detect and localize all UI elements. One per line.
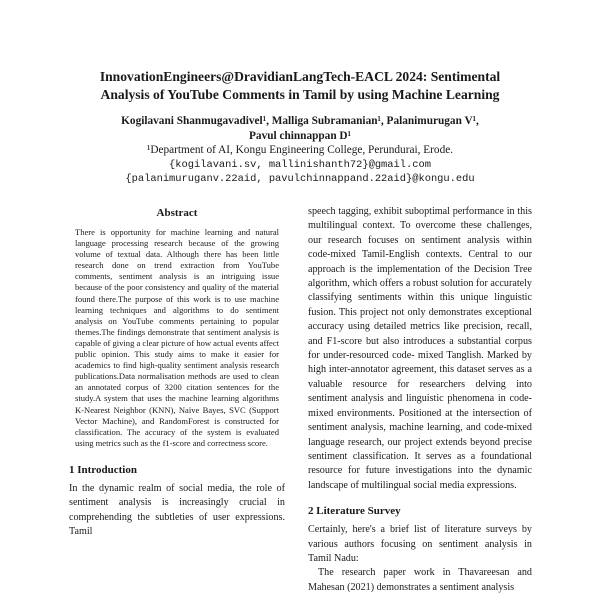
right-column <box>308 205 532 595</box>
abstract-heading: Abstract <box>156 207 198 219</box>
introduction-heading: 1 Introduction <box>69 463 137 476</box>
literature-survey-heading: 2 Literature Survey <box>308 505 401 518</box>
introduction-text: In the dynamic realm of social media, the role of sentiment analysis is increasingly crucial in comprehending the subtleties of user expressions. Tamil <box>69 482 285 538</box>
paper-title <box>40 68 560 104</box>
email-line-1: {kogilavani.sv, mallinishanth72}@gmail.com <box>169 158 431 171</box>
authors-line-2: Pavul chinnappan D¹ <box>249 129 351 142</box>
affiliation: ¹Department of AI, Kongu Engineering College, Perundurai, Erode. <box>146 144 454 156</box>
intro-continuation-text: speech tagging, exhibit suboptimal performance in this multilingual context. To overcome these challenges, our research focuses on sentiment analysis within code-mixed Tamil-English contexts. Central to our approach is the implementation of the Decision Tree algorithm, which offers a robust solution for accurately classifying sentiments within this unique linguistic fusion. This project not only demonstrates exceptional accuracy using detailed metrics like precision, recall, and F1-score but also introduces a substantial corpus for under-resourced code- mixed Tanglish. Marked by high inter-annotator agreement, this dataset serves as a valuable resource for researchers delving into sentiment analysis and linguistic phenomena in code-mixed environments. Positioned at the intersection of sentiment analysis, machine learning, and code-mixed language research, our project extends beyond precise sentiment classification. It serves as a foundational resource for future investigations into the dynamic landscape of multilingual social media expressions. <box>308 206 532 491</box>
literature-survey-text-1: Certainly, here's a brief list of literature surveys by various authors focusing on sentiment analysis in Tamil Nadu: <box>308 524 532 564</box>
author-block <box>40 114 560 187</box>
literature-survey-text-2: The research paper work in Thavareesan and Mahesan (2021) demonstrates a sentiment analysis <box>308 567 532 593</box>
left-column <box>69 207 285 540</box>
abstract-text: There is opportunity for machine learning and natural language processing research because of the growing volume of textual data. Although there has been little research done on trend extraction from YouTube comments, sentiment analysis is an intriguing issue because of the poor consistency and quality of the material found there.The purpose of this work is to use machine learning techniques and algorithms to do sentiment analysis on YouTube comments pertaining to popular themes.The findings demonstrate that sentiment analysis is capable of giving a clear picture of how actual events affect public opinion. This study aims to make it easier for academics to find high-quality sentiment analysis research publications.Data normalisation methods are used to clean an annotated corpus of 3200 citation sentences for the study.A system that uses the machine learning algorithms K-Nearest Neighbor (KNN), Naïve Bayes, SVC (Support Vector Machine), and RandomForest is constructed for classification. The accuracy of the system is evaluated using metrics such as the f1-score and correctness score. <box>75 227 279 448</box>
authors-line-1: Kogilavani Shanmugavadivel¹, Malliga Subramanian¹, Palanimurugan V¹, <box>121 115 479 127</box>
title-line-2: Analysis of YouTube Comments in Tamil by using Machine Learning <box>100 87 500 102</box>
email-line-2: {palanimuruganv.22aid, pavulchinnappand.22aid}@kongu.edu <box>125 173 475 185</box>
title-line-1: InnovationEngineers@DravidianLangTech-EACL 2024: Sentimental <box>99 69 501 84</box>
